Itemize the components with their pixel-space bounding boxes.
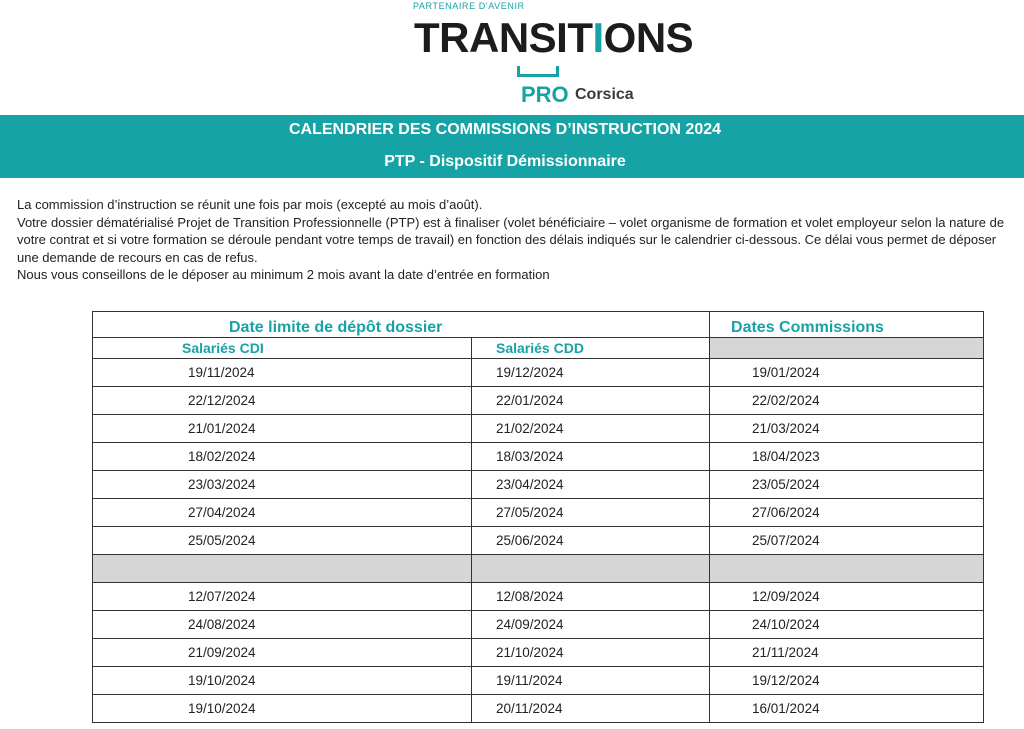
header-empty-cell	[710, 338, 984, 359]
cdd-date-cell: 19/12/2024	[472, 359, 710, 387]
table-row	[93, 415, 984, 443]
transitions-pro-logo	[0, 0, 1024, 116]
table-row	[93, 471, 984, 499]
cdd-date-cell: 22/01/2024	[472, 387, 710, 415]
cdd-date-cell: 23/04/2024	[472, 471, 710, 499]
separator-cell	[472, 555, 710, 583]
cdi-date-cell: 19/10/2024	[93, 667, 472, 695]
table-row	[93, 359, 984, 387]
header-commissions: Dates Commissions	[710, 312, 984, 338]
cdd-date-cell: 25/06/2024	[472, 527, 710, 555]
cdi-date-cell: 12/07/2024	[93, 583, 472, 611]
cdi-date-cell: 24/08/2024	[93, 611, 472, 639]
cdd-date-cell: 19/11/2024	[472, 667, 710, 695]
logo-wordmark-accent: I	[592, 14, 604, 61]
commission-date-cell: 12/09/2024	[710, 583, 984, 611]
intro-line: Nous vous conseillons de le déposer au minimum 2 mois avant la date d’entrée en formation	[17, 267, 550, 282]
table-row	[93, 387, 984, 415]
table-header-row	[93, 312, 984, 338]
intro-line: Votre dossier dématérialisé Projet de Transition Professionnelle (PTP) est à finaliser (volet bénéficiaire – volet organisme de formation et volet employeur selon la nature de votre contrat et si votre formation se déroule pendant votre temps de travail) en fonction des délais indiqués sur le calendrier ci-dessous. Ce délai vous permet de déposer une demande de recours en cas de refus.	[17, 214, 1005, 265]
title-banner	[0, 115, 1024, 178]
cdd-date-cell: 21/10/2024	[472, 639, 710, 667]
cdi-date-cell: 19/10/2024	[93, 695, 472, 723]
cdi-date-cell: 25/05/2024	[93, 527, 472, 555]
commission-calendar-table	[92, 311, 984, 723]
commission-date-cell: 19/01/2024	[710, 359, 984, 387]
cdd-date-cell: 20/11/2024	[472, 695, 710, 723]
header-deadline: Date limite de dépôt dossier	[93, 312, 710, 338]
commission-date-cell: 21/11/2024	[710, 639, 984, 667]
logo-wordmark	[414, 14, 693, 62]
header-cdi: Salariés CDI	[93, 338, 472, 359]
page-subtitle: PTP - Dispositif Démissionnaire	[384, 153, 626, 170]
logo-bracket-shape	[517, 66, 559, 77]
table-row	[93, 667, 984, 695]
logo-wordmark-part1: TRANSIT	[414, 14, 593, 61]
intro-text	[17, 196, 1012, 284]
header-cdd: Salariés CDD	[472, 338, 710, 359]
cdd-date-cell: 24/09/2024	[472, 611, 710, 639]
commission-date-cell: 27/06/2024	[710, 499, 984, 527]
cdi-date-cell: 21/09/2024	[93, 639, 472, 667]
cdd-date-cell: 12/08/2024	[472, 583, 710, 611]
table-separator-row	[93, 555, 984, 583]
intro-line: La commission d’instruction se réunit une fois par mois (excepté au mois d’août).	[17, 197, 483, 212]
table-row	[93, 695, 984, 723]
cdi-date-cell: 21/01/2024	[93, 415, 472, 443]
cdi-date-cell: 23/03/2024	[93, 471, 472, 499]
commission-date-cell: 22/02/2024	[710, 387, 984, 415]
table-row	[93, 611, 984, 639]
cdi-date-cell: 19/11/2024	[93, 359, 472, 387]
table-row	[93, 527, 984, 555]
table-row	[93, 639, 984, 667]
commission-date-cell: 18/04/2023	[710, 443, 984, 471]
cdi-date-cell: 27/04/2024	[93, 499, 472, 527]
logo-region: Corsica	[575, 86, 634, 103]
table-row	[93, 583, 984, 611]
table-subheader-row	[93, 338, 984, 359]
cdi-date-cell: 22/12/2024	[93, 387, 472, 415]
logo-pro: PRO	[521, 82, 569, 107]
commission-date-cell: 24/10/2024	[710, 611, 984, 639]
page-title: CALENDRIER DES COMMISSIONS D’INSTRUCTION 2024	[288, 121, 722, 138]
commission-date-cell: 21/03/2024	[710, 415, 984, 443]
commission-date-cell: 25/07/2024	[710, 527, 984, 555]
cdd-date-cell: 21/02/2024	[472, 415, 710, 443]
cdd-date-cell: 18/03/2024	[472, 443, 710, 471]
logo-tagline: PARTENAIRE D'AVENIR	[413, 1, 525, 11]
logo-wordmark-part2: ONS	[603, 14, 694, 61]
commission-date-cell: 19/12/2024	[710, 667, 984, 695]
table-row	[93, 499, 984, 527]
cdi-date-cell: 18/02/2024	[93, 443, 472, 471]
cdd-date-cell: 27/05/2024	[472, 499, 710, 527]
commission-date-cell: 23/05/2024	[710, 471, 984, 499]
separator-cell	[93, 555, 472, 583]
table-row	[93, 443, 984, 471]
commission-date-cell: 16/01/2024	[710, 695, 984, 723]
separator-cell	[710, 555, 984, 583]
